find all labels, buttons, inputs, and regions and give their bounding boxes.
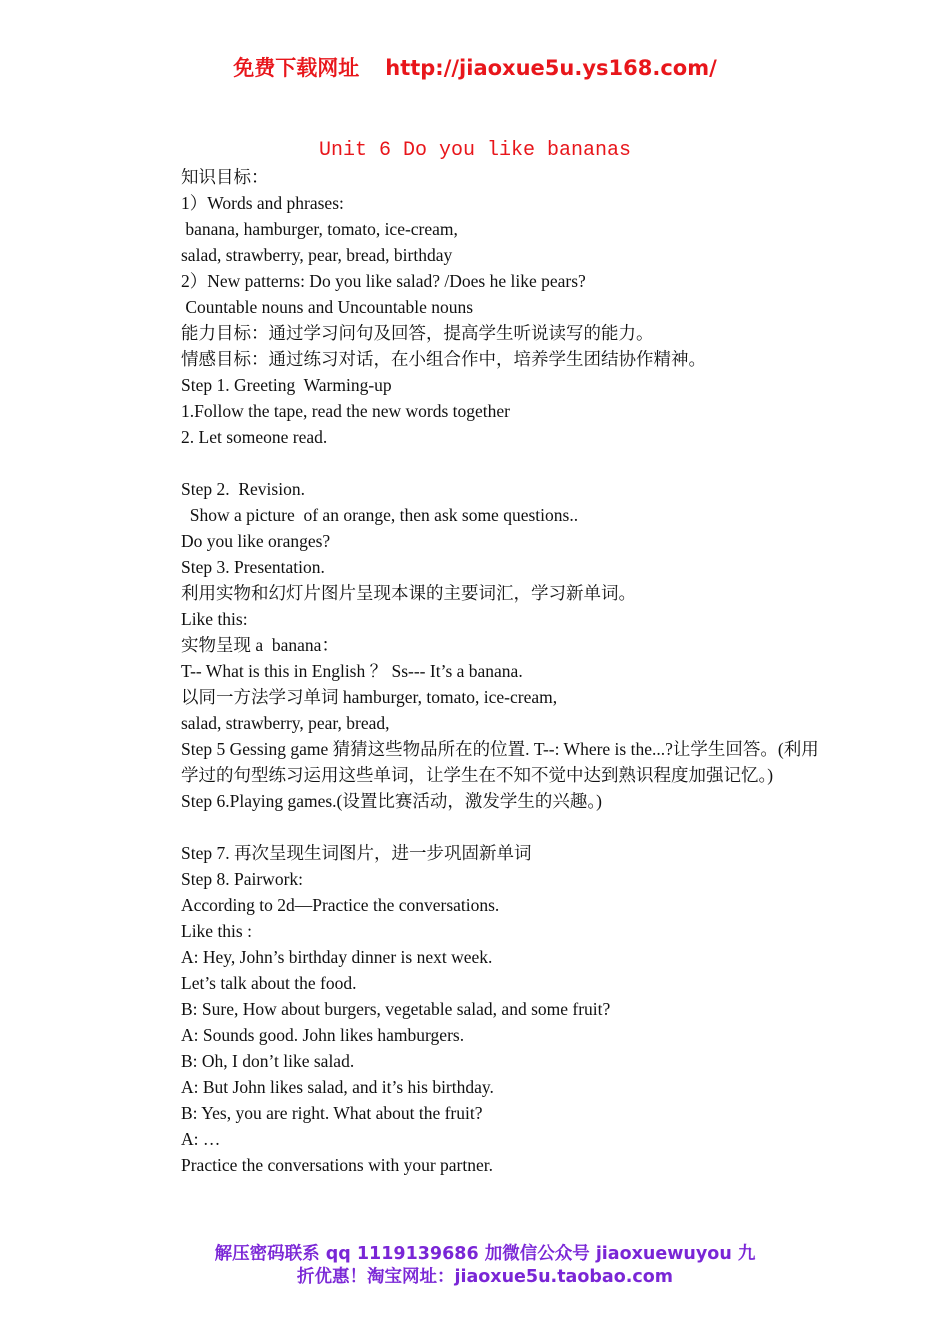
text-line: A: But John likes salad, and it’s his birthday. <box>181 1077 494 1097</box>
footer-line-1: 解压密码联系 qq 1119139686 加微信公众号 jiaoxuewuyou 九 <box>214 1244 756 1264</box>
text-line: B: Sure, How about burgers, vegetable salad, and some fruit? <box>181 999 611 1019</box>
text-line: A: Sounds good. John likes hamburgers. <box>181 1025 465 1045</box>
text-line: Step 6.Playing games.(设置比赛活动，激发学生的兴趣。) <box>181 791 602 811</box>
text-line: Step 7. 再次呈现生词图片，进一步巩固新单词 <box>181 843 532 863</box>
text-line: 实物呈现 a banana： <box>181 635 339 655</box>
text-line: 1.Follow the tape, read the new words together <box>181 401 511 421</box>
text-line: A: … <box>181 1129 221 1149</box>
download-header <box>0 52 950 82</box>
text-line: Step 3. Presentation. <box>181 557 325 577</box>
text-line: banana, hamburger, tomato, ice-cream, <box>181 219 458 239</box>
text-line: Let’s talk about the food. <box>181 973 357 993</box>
text-line: Practice the conversations with your partner. <box>181 1155 493 1175</box>
text-line: 利用实物和幻灯片图片呈现本课的主要词汇，学习新单词。 <box>181 583 636 603</box>
text-line: B: Yes, you are right. What about the fruit? <box>181 1103 483 1123</box>
text-line: 以同一方法学习单词 hamburger, tomato, ice-cream, <box>181 687 558 707</box>
contact-footer <box>180 1243 790 1289</box>
text-line: According to 2d—Practice the conversations. <box>181 895 500 915</box>
text-line: Show a picture of an orange, then ask some questions.. <box>181 505 579 525</box>
text-line: 知识目标： <box>181 167 269 187</box>
text-line: Step 2. Revision. <box>181 479 305 499</box>
text-line: A: Hey, John’s birthday dinner is next week. <box>181 947 493 967</box>
text-line: Step 8. Pairwork: <box>181 869 304 889</box>
document-title: Unit 6 Do you like bananas <box>318 139 632 162</box>
text-line: salad, strawberry, pear, bread, <box>181 713 390 733</box>
lesson-body <box>181 164 821 1178</box>
text-paragraph: Step 5 Gessing game 猜猜这些物品所在的位置. T--: Where is the...?让学生回答。(利用学过的句型练习运用这些单词，让学生在不知不觉中达到熟识程度加强记忆。) <box>181 739 819 785</box>
text-line: T-- What is this in English ？ Ss--- It’s a banana. <box>181 661 523 681</box>
text-line: salad, strawberry, pear, bread, birthday <box>181 245 453 265</box>
text-line: 能力目标：通过学习问句及回答，提高学生听说读写的能力。 <box>181 323 654 343</box>
header-url-link[interactable]: http://jiaoxue5u.ys168.com/ <box>385 56 717 80</box>
text-line: Do you like oranges? <box>181 531 331 551</box>
blank-line <box>181 450 821 476</box>
blank-line <box>181 814 821 840</box>
footer-line-2: 折优惠！淘宝网址：jiaoxue5u.taobao.com <box>296 1267 674 1287</box>
text-line: Countable nouns and Uncountable nouns <box>181 297 474 317</box>
header-label: 免费下载网址 <box>233 56 360 80</box>
text-line: Like this: <box>181 609 248 629</box>
text-line: Step 1. Greeting Warming-up <box>181 375 392 395</box>
text-line: 2）New patterns: Do you like salad? /Does he like pears? <box>181 271 586 291</box>
text-line: 2. Let someone read. <box>181 427 328 447</box>
text-line: Like this : <box>181 921 252 941</box>
text-line: B: Oh, I don’t like salad. <box>181 1051 355 1071</box>
text-line: 1）Words and phrases: <box>181 193 344 213</box>
text-line: 情感目标：通过练习对话，在小组合作中，培养学生团结协作精神。 <box>181 349 706 369</box>
